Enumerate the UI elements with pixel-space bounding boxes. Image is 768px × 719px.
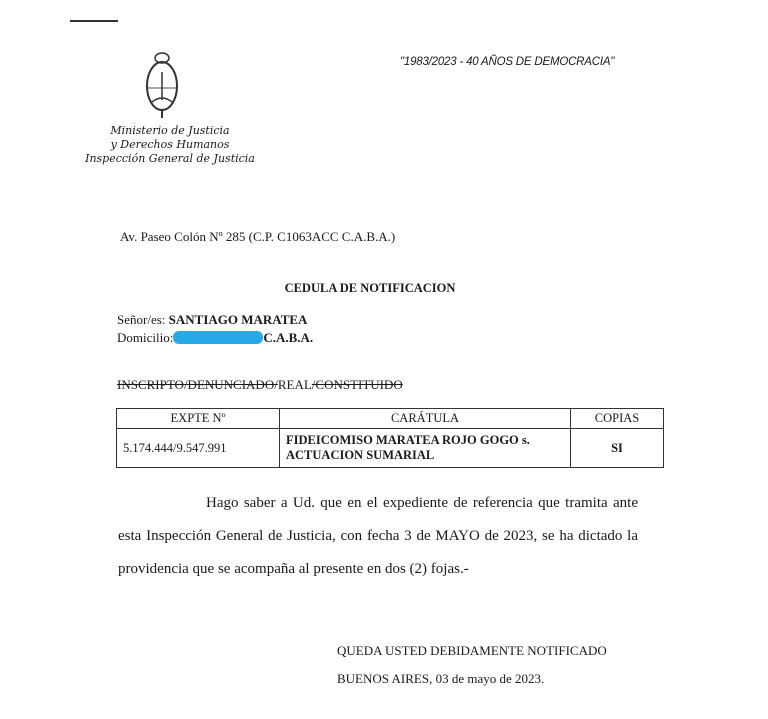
ministry-line: Ministerio de Justicia (110, 124, 230, 137)
table-header-row (117, 409, 664, 429)
cell-caratula: FIDEICOMISO MARATEA ROJO GOGO s. ACTUACION SUMARIAL (280, 429, 571, 468)
header-caratula: CARÁTULA (280, 409, 571, 429)
struck-option: /CONSTITUIDO (311, 377, 403, 392)
struck-option: INSCRIPTO/DENUNCIADO/ (117, 377, 278, 392)
recipient-label: Señor/es: (117, 312, 166, 327)
selected-option: REAL (277, 377, 312, 392)
body-text: Hago saber a Ud. que en el expediente de referencia que tramita ante esta Inspección General de Justicia, con fecha 3 de MAYO de 2023, se ha dictado la providencia que se acompaña al presente en dos (2) fojas.- (118, 495, 638, 577)
document-title (0, 281, 768, 296)
office-address: Av. Paseo Colón Nº 285 (C.P. C1063ACC C.A.B.A.) (120, 229, 396, 244)
domicile-label: Domicilio: (117, 330, 174, 345)
body-paragraph (118, 487, 638, 586)
domicile-type (117, 377, 403, 393)
recipient-name: SANTIAGO MARATEA (168, 312, 308, 327)
recipient-line (117, 312, 307, 328)
case-table (116, 408, 664, 468)
closing-date: BUENOS AIRES, 03 de mayo de 2023. (337, 671, 545, 686)
cell-expte: 5.174.444/9.547.991 (117, 429, 280, 468)
ministry-letterhead (70, 124, 270, 166)
ministry-line: Inspección General de Justicia (85, 152, 255, 165)
title-text: CEDULA DE NOTIFICACION (284, 281, 456, 295)
cell-copias: SI (571, 429, 664, 468)
scan-mark (70, 20, 118, 22)
coat-of-arms-icon (140, 50, 184, 120)
domicile-line (117, 330, 313, 346)
ministry-line: y Derechos Humanos (110, 138, 230, 151)
redaction-mark (173, 331, 263, 344)
header-expte: EXPTE Nº (117, 409, 280, 429)
closing-notice: QUEDA USTED DEBIDAMENTE NOTIFICADO (337, 643, 607, 658)
table-row (117, 429, 664, 468)
motto: "1983/2023 - 40 AÑOS DE DEMOCRACIA" (400, 56, 615, 68)
domicile-suffix: C.A.B.A. (263, 330, 314, 345)
header-copias: COPIAS (571, 409, 664, 429)
closing-block (337, 637, 607, 693)
